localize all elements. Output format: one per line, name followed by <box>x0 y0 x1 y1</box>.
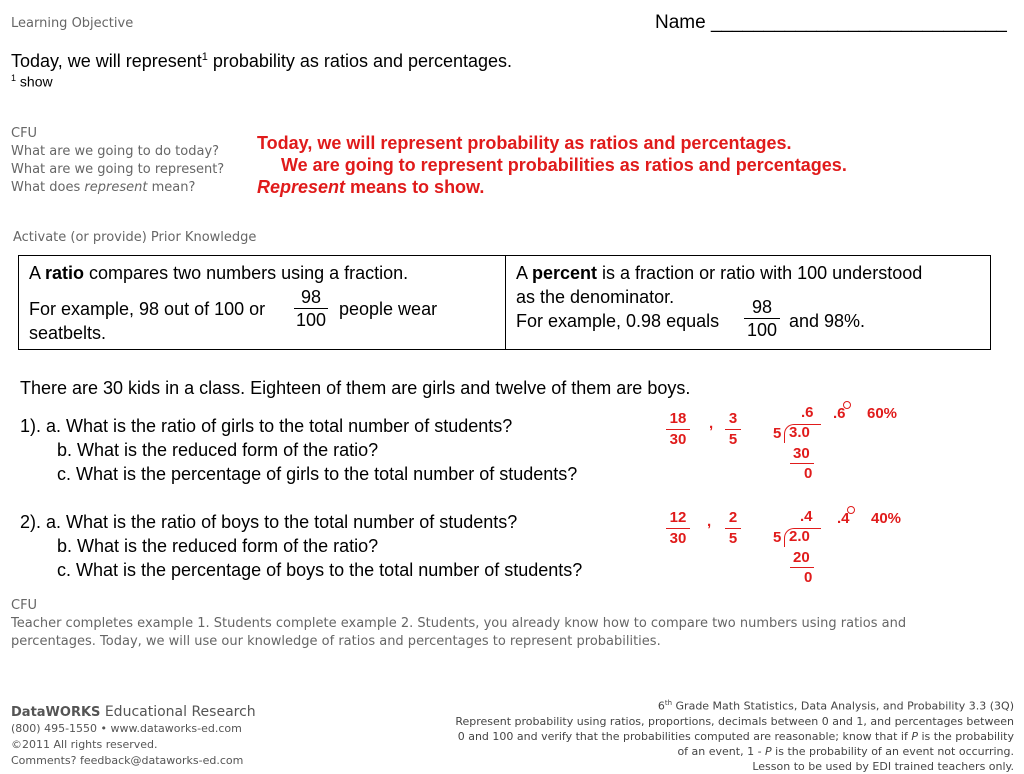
cfu-teacher-notes: CFU Teacher completes example 1. Students complete example 2. Students, you already know how to compare two numbers using ratios and percentages. Today, we will use our knowledge of ratios and percentages to represent probabilities. <box>11 598 907 649</box>
footer-brand: DataWORKS Educational Research (800) 495-1550 • www.dataworks-ed.com ©2011 All rights reserved. Comments? feedback@dataworks-ed.com <box>11 704 256 767</box>
percent-example-text: For example, 0.98 equals <box>516 311 720 331</box>
division-quotient: .6 <box>801 404 814 421</box>
girls-percentage: 60% <box>867 405 898 422</box>
division-divisor: 5 <box>773 425 782 442</box>
separator-comma: , <box>707 513 712 530</box>
boys-percentage: 40% <box>871 510 902 527</box>
objective-statement: Today, we will represent$^1$ probability as ratios and percentages. <box>11 51 513 71</box>
division-remainder: 0 <box>804 569 813 586</box>
ratio-example-after: people wear <box>339 299 438 319</box>
learning-objective-label: Learning Objective <box>11 16 134 31</box>
boys-reduced-fraction: 2 5 <box>725 509 741 548</box>
percent-definition-cell <box>506 256 991 350</box>
division-dividend: 3.0 <box>789 424 810 441</box>
ratio-example-text: For example, 98 out of 100 or <box>29 299 266 319</box>
ratio-example-fraction: 98 100 <box>295 287 327 330</box>
division-remainder: 0 <box>804 465 813 482</box>
question-2: 2). a. What is the ratio of boys to the total number of students? b. What is the reduced form of the ratio? c. What is the percentage of boys to the total number of students? <box>20 512 583 580</box>
definitions-table <box>18 255 991 350</box>
ratio-definition: A ratio compares two numbers using a fraction. <box>29 263 409 283</box>
division-subtract: 30 <box>793 445 810 462</box>
footer-standard: 6th Grade Math Statistics, Data Analysis, and Probability 3.3 (3Q) Represent probability using ratios, proportions, decimals between 0 and 1, and percentages between 0 and 100 and verify that the probabilities computed are reasonable; know that if P is the probability of an event, 1 - P is the probability of an event not occurring. Lesson to be used by EDI trained teachers only. <box>455 699 1014 773</box>
repeating-decimal: .4 <box>837 510 850 527</box>
girls-ratio-fraction: 18 30 <box>666 410 690 449</box>
division-quotient: .4 <box>800 508 813 525</box>
division-line <box>790 567 814 568</box>
girls-reduced-fraction: 3 5 <box>725 410 741 449</box>
percent-definition: A percent is a fraction or ratio with 100 understood <box>516 263 923 283</box>
ratio-example-line2: seatbelts. <box>29 323 107 343</box>
problem-intro: There are 30 kids in a class. Eighteen of them are girls and twelve of them are boys. <box>20 378 691 398</box>
boys-ratio-fraction: 12 30 <box>666 509 690 548</box>
name-line: Name ____________________________ <box>655 12 1007 33</box>
separator-comma: , <box>709 415 714 432</box>
repeat-mark <box>847 506 855 514</box>
repeat-mark <box>843 401 851 409</box>
percent-example-fraction: 98 100 <box>744 297 780 340</box>
prior-knowledge-label: Activate (or provide) Prior Knowledge <box>13 230 257 245</box>
repeating-decimal: .6 <box>833 405 846 422</box>
division-divisor: 5 <box>773 529 782 546</box>
percent-example-after: and 98%. <box>789 311 866 331</box>
division-subtract: 20 <box>793 549 810 566</box>
percent-definition-line2: as the denominator. <box>516 287 675 307</box>
cfu-answers: Today, we will represent probability as ratios and percentages. We are going to represent probabilities as ratios and percentages. Represent means to show. <box>257 133 847 197</box>
cfu-questions: CFU What are we going to do today? What are we going to represent? What does represent mean? <box>11 126 225 195</box>
division-line <box>790 463 814 464</box>
division-dividend: 2.0 <box>789 528 810 545</box>
objective-footnote: $^1$ show <box>11 73 53 90</box>
ratio-definition-cell <box>19 256 506 350</box>
question-1: 1). a. What is the ratio of girls to the total number of students? b. What is the reduced form of the ratio? c. What is the percentage of girls to the total number of students? <box>20 416 578 484</box>
